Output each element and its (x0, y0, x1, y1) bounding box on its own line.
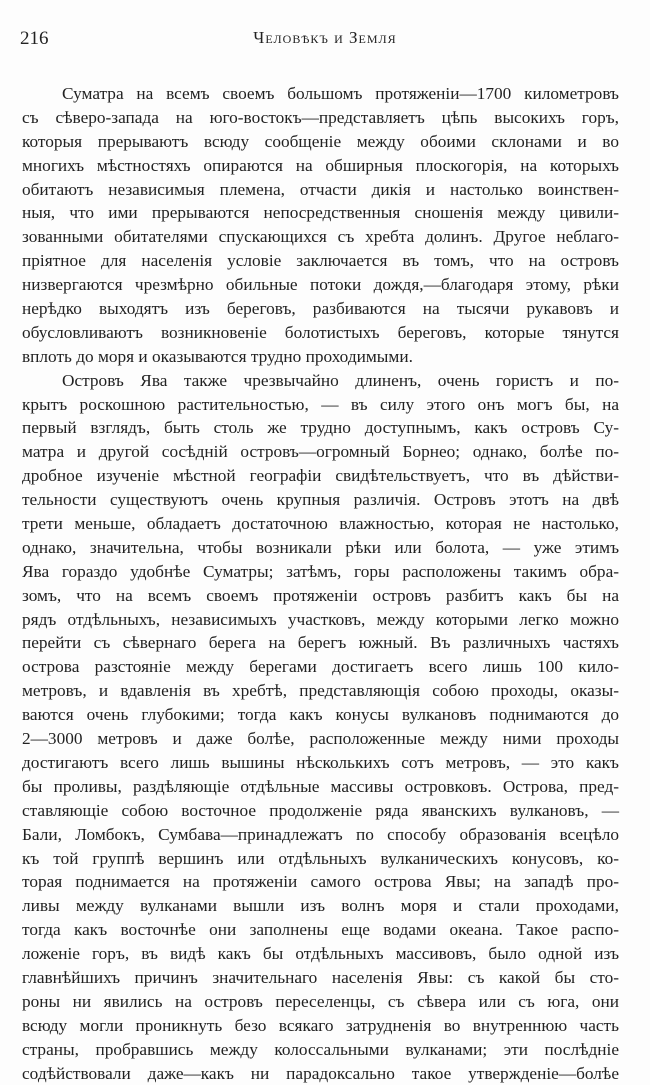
text-line: метровъ, и вдавленія въ хребтѣ, представляющія собою проходы, оказы- (22, 681, 619, 701)
text-line: пріятное для населенія условіе заключается въ томъ, что на островъ (22, 251, 619, 271)
text-line: торая поднимается на протяженіи самого острова Явы; на западѣ про- (22, 872, 619, 892)
text-line: главнѣйшихъ причинъ значительнаго населенія Явы: съ какой бы сто- (22, 967, 619, 987)
text-line: острова разстояніе между берегами достигаетъ всего лишь 100 кило- (22, 657, 619, 677)
text-line: Бали, Ломбокъ, Сумбава—принадлежатъ по способу образованія всецѣло (22, 824, 619, 844)
text-line: ливы между вулканами вышли изъ волнъ моря и стали проходами, (22, 896, 619, 916)
text-line: крытъ роскошною растительностью, — въ силу этого онъ могъ бы, на (22, 394, 619, 414)
text-line: бы проливы, раздѣляющіе отдѣльные массивы островковъ. Острова, пред- (22, 776, 619, 796)
text-line: первый взглядъ, быть столь же трудно доступнымъ, какъ островъ Су- (22, 418, 619, 438)
page-body-text (22, 82, 619, 1085)
text-line: которыя прерываютъ всюду сообщеніе между обоими склонами и во (22, 131, 619, 151)
text-line: содѣйствовали даже—какъ ни парадоксально такое утвержденіе—болѣе (22, 1063, 619, 1083)
text-line: низвергаются чрезмѣрно обильные потоки дождя,—благодаря этому, рѣки (22, 275, 619, 295)
text-line: рядъ отдѣльныхъ, независимыхъ участковъ, между которыми легко можно (22, 609, 619, 629)
text-line: Суматра на всемъ своемъ большомъ протяженіи—1700 километровъ (62, 84, 619, 103)
text-line: ставляющіе собою восточное продолженіе ряда яванскихъ вулкановъ, — (22, 800, 619, 820)
running-title: Человѣкъ и Земля (253, 28, 397, 47)
text-line: дробное изученіе мѣстной географіи свидѣтельствуетъ, что въ дѣйстви- (22, 466, 619, 486)
text-line: Ява гораздо удобнѣе Суматры; затѣмъ, горы расположены такимъ обра- (22, 561, 619, 581)
text-line: многихъ мѣстностяхъ опираются на обширныя плоскогорія, на которыхъ (22, 155, 619, 175)
text-line: тельности существуютъ очень крупныя различія. Островъ этотъ на двѣ (22, 490, 619, 510)
text-line: перейти съ сѣвернаго берега на берегъ южный. Въ различныхъ частяхъ (22, 633, 619, 653)
page-number: 216 (20, 28, 49, 49)
text-line: матра и другой сосѣдній островъ—огромный Борнео; однако, болѣе по- (22, 442, 619, 462)
paragraph (22, 369, 619, 1085)
text-line: однако, значительна, чтобы возникали рѣки или болота, — уже этимъ (22, 537, 619, 557)
text-line: къ той группѣ вершинъ или отдѣльныхъ вулканическихъ конусовъ, ко- (22, 848, 619, 868)
text-line: зованными обитателями спускающихся съ хребта долинъ. Другое неблаго- (22, 227, 619, 247)
text-line: достигаютъ всего лишь вышины нѣсколькихъ сотъ метровъ, — это какъ (22, 752, 619, 772)
text-line: Островъ Ява также чрезвычайно длиненъ, очень гористъ и по- (62, 370, 619, 390)
text-line: роны ни явились на островъ переселенцы, съ сѣвера или съ юга, они (22, 991, 619, 1011)
text-line: вплоть до моря и оказываются трудно проходимыми. (22, 346, 413, 366)
text-line: нерѣдко выходятъ изъ береговъ, разбиваются на тысячи рукавовъ и (22, 299, 619, 319)
text-line: трети меньше, обладаетъ достаточною влажностью, которая не настолько, (22, 514, 619, 534)
text-line: ложеніе горъ, въ видѣ какъ бы отдѣльныхъ массивовъ, было одной изъ (22, 944, 619, 964)
text-line: съ сѣверо-запада на юго-востокъ—представляетъ цѣпь высокихъ горъ, (22, 107, 619, 127)
text-line: всюду могли проникнуть безо всякаго затрудненія во внутреннюю часть (22, 1015, 619, 1035)
text-line: обусловливаютъ возникновеніе болотистыхъ береговъ, которые тянутся (22, 322, 619, 342)
paragraph (22, 82, 619, 369)
text-line: зомъ, что на всемъ своемъ протяженіи островъ разбитъ какъ бы на (22, 585, 619, 605)
text-line: ваются очень глубокими; тогда какъ конусы вулкановъ поднимаются до (22, 705, 619, 725)
text-line: ныя, что ими прерываются непосредственныя сношенія между цивили- (22, 203, 619, 223)
text-line: обитаютъ независимыя племена, отчасти дикія и настолько воинствен- (22, 179, 619, 199)
text-line: страны, пробравшись между колоссальными вулканами; эти послѣдніе (22, 1039, 619, 1059)
text-line: тогда какъ восточнѣе они заполнены еще водами океана. Такое распо- (22, 920, 619, 940)
text-line: 2—3000 метровъ и даже болѣе, расположенные между ними проходы (22, 729, 619, 749)
